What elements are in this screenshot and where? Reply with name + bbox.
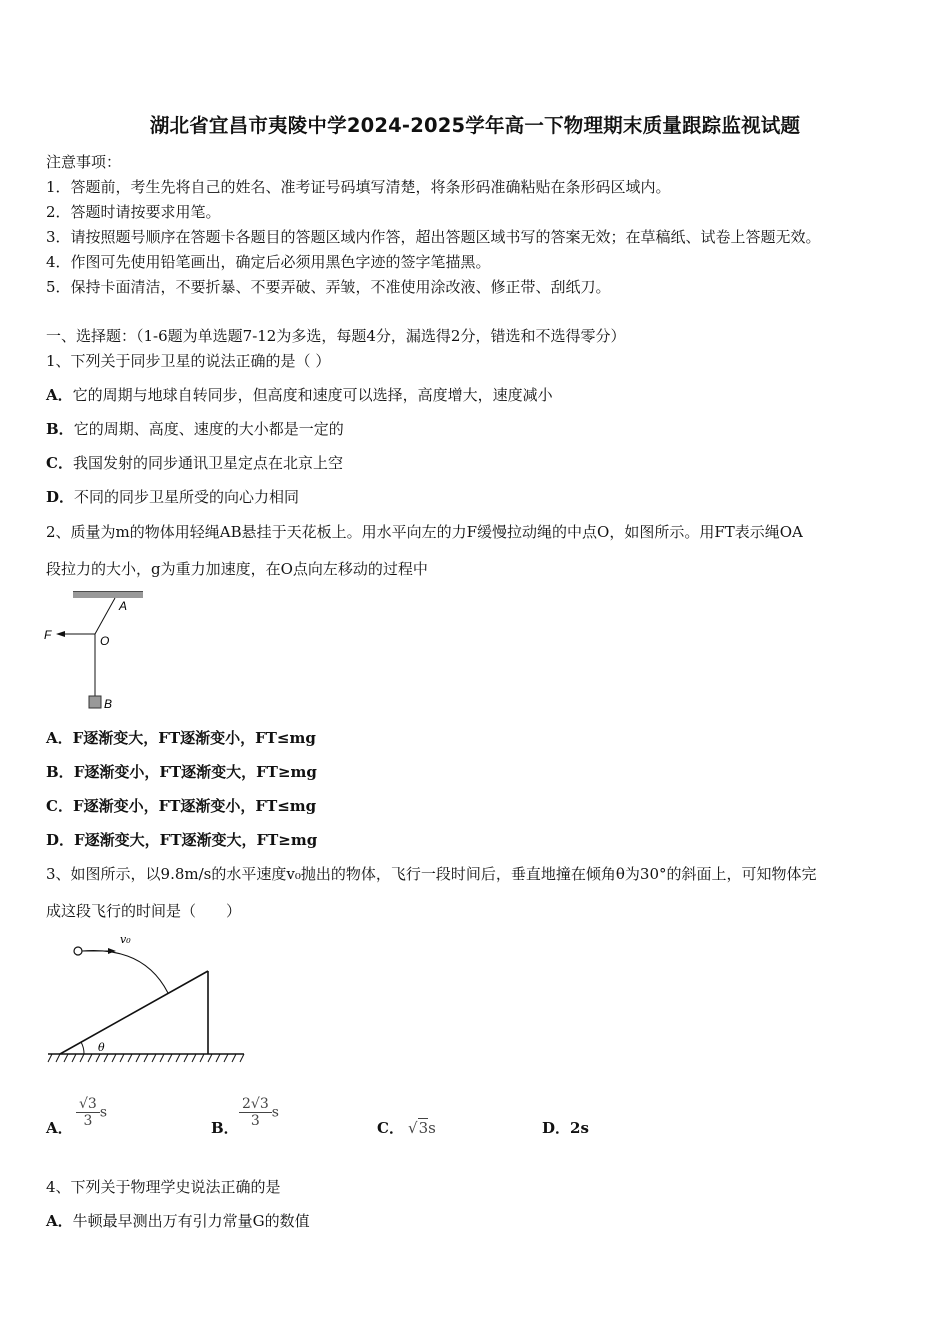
fraction-numerator: 2√3	[242, 1096, 269, 1112]
notice-heading: 注意事项：	[46, 153, 122, 171]
option-label: D．	[46, 488, 75, 506]
q2-option-c	[46, 796, 316, 816]
question-2-stem-line1: 2、质量为m的物体用轻绳AB悬挂于天花板上。用水平向左的力F缓慢拉动绳的中点O，如图所示。用FT表示绳OA	[46, 523, 803, 541]
projectile-incline-figure	[44, 930, 250, 1070]
option-text: 牛顿最早测出万有引力常量G的数值	[72, 1212, 310, 1230]
page-title: 湖北省宜昌市夷陵中学2024-2025学年高一下物理期末质量跟踪监视试题	[149, 114, 801, 137]
option-text: 2s	[570, 1119, 589, 1137]
option-text: F逐渐变小，FT逐渐变小，FT≤mg	[72, 797, 317, 815]
q3-option-c-label	[377, 1118, 404, 1138]
label-v0: v₀	[120, 933, 131, 946]
notice-item: 4．作图可先使用铅笔画出，确定后必须用黑色字迹的签字笔描黑。	[46, 253, 491, 271]
section-heading: 一、选择题：（1-6题为单选题7-12为多选，每题4分，漏选得2分，错选和不选得零分）	[46, 327, 626, 345]
q3-option-b-label	[211, 1118, 239, 1138]
sqrt-sign: √	[408, 1119, 418, 1137]
q1-option-a	[46, 385, 553, 405]
option-label: A．	[46, 1212, 73, 1230]
question-4-stem: 4、下列关于物理学史说法正确的是	[46, 1178, 281, 1196]
label-b: B	[104, 697, 113, 711]
fraction-numerator: √3	[79, 1096, 97, 1112]
notice-item: 5．保持卡面清洁，不要折暴、不要弄破、弄皱，不准使用涂改液、修正带、刮纸刀。	[46, 278, 611, 296]
incline-surface	[60, 971, 208, 1054]
question-1-stem: 1、下列关于同步卫星的说法正确的是（ ）	[46, 352, 331, 370]
option-label: B．	[211, 1119, 239, 1137]
fraction	[76, 1096, 100, 1129]
rope-oa	[95, 598, 115, 634]
option-label: D．	[46, 831, 75, 849]
option-label: C．	[46, 797, 73, 815]
option-label: A．	[46, 386, 73, 404]
notice-item: 3．请按照题号顺序在答题卡各题目的答题区域内作答，超出答题区域书写的答案无效；在草稿纸、试卷上答题无效。	[46, 228, 821, 246]
q3-option-a-value	[76, 1096, 107, 1129]
ceiling-hatch	[73, 592, 143, 598]
q2-option-d	[46, 830, 317, 850]
option-label: D．	[542, 1119, 571, 1137]
unit: s	[271, 1104, 279, 1121]
option-text: F逐渐变大，FT逐渐变大，FT≥mg	[74, 831, 318, 849]
option-label: A．	[46, 1119, 73, 1137]
fraction-denominator: 3	[76, 1112, 100, 1129]
option-label: C．	[46, 454, 73, 472]
rope-force-figure	[40, 588, 150, 714]
option-label: A．	[46, 729, 73, 747]
option-text: 它的周期、高度、速度的大小都是一定的	[73, 420, 344, 438]
q3-option-b-value	[239, 1096, 279, 1129]
option-text: 不同的同步卫星所受的向心力相同	[74, 488, 300, 506]
q2-option-a	[46, 728, 316, 748]
label-theta: θ	[98, 1041, 105, 1054]
ground-hatch	[48, 1054, 244, 1062]
question-2-stem-line2: 段拉力的大小，g为重力加速度，在O点向左移动的过程中	[46, 560, 428, 578]
q3-option-c-value	[408, 1119, 436, 1137]
option-label: B．	[46, 763, 74, 781]
notice-item: 2．答题时请按要求用笔。	[46, 203, 221, 221]
q1-option-b	[46, 419, 344, 439]
option-label: C．	[377, 1119, 404, 1137]
trajectory-curve	[82, 951, 168, 993]
hanging-block	[89, 696, 101, 708]
fraction	[239, 1096, 272, 1129]
option-label: B．	[46, 420, 74, 438]
label-o: O	[100, 634, 110, 648]
q1-option-c	[46, 453, 343, 473]
unit: s	[428, 1119, 436, 1137]
unit: s	[99, 1104, 108, 1121]
option-text: 我国发射的同步通讯卫星定点在北京上空	[72, 454, 343, 472]
option-text: F逐渐变小，FT逐渐变大，FT≥mg	[73, 763, 317, 781]
q2-option-b	[46, 762, 317, 782]
label-a: A	[119, 599, 128, 613]
angle-arc	[81, 1042, 84, 1054]
q3-option-a-label	[46, 1118, 73, 1138]
question-3-stem-line1: 3、如图所示，以9.8m/s的水平速度v₀抛出的物体，飞行一段时间后，垂直地撞在倾角θ为30°的斜面上，可知物体完	[46, 865, 817, 883]
option-text: F逐渐变大，FT逐渐变小，FT≤mg	[72, 729, 316, 747]
force-arrow-head	[56, 631, 65, 637]
q1-option-d	[46, 487, 299, 507]
option-text: 它的周期与地球自转同步，但高度和速度可以选择，高度增大，速度减小	[72, 386, 553, 404]
q4-option-a	[46, 1211, 310, 1231]
projectile-ball	[74, 947, 82, 955]
q3-option-d	[542, 1118, 589, 1138]
fraction-denominator: 3	[239, 1112, 272, 1129]
notice-item: 1．答题前，考生先将自己的姓名、准考证号码填写清楚，将条形码准确粘贴在条形码区域内。	[46, 178, 671, 196]
label-f: F	[44, 628, 52, 642]
sqrt-radicand: 3	[418, 1119, 429, 1137]
question-3-stem-line2: 成这段飞行的时间是（ ）	[46, 902, 242, 920]
